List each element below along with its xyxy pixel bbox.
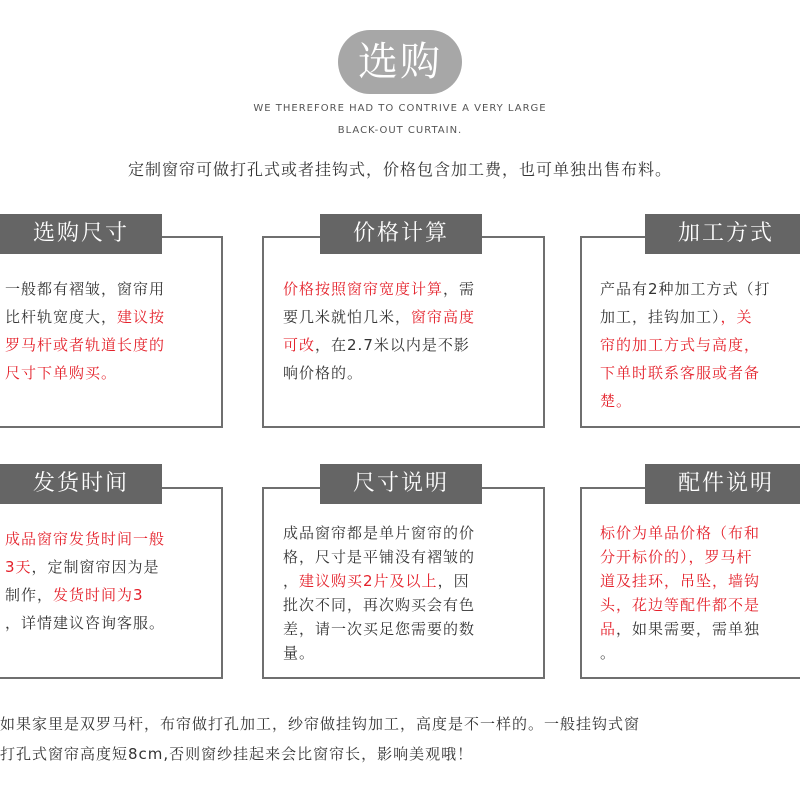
card-dimension-text: 成品窗帘都是单片窗帘的价 xyxy=(283,524,476,542)
card-shipping-body xyxy=(5,525,165,637)
card-process-body xyxy=(600,275,771,415)
card-accessory-text: 道及挂环，吊坠，墙钩 xyxy=(600,572,761,590)
card-accessory-text: 分开标价的），罗马杆 xyxy=(600,548,753,566)
card-shipping-line xyxy=(5,609,165,637)
card-price-line xyxy=(283,359,475,387)
header-badge xyxy=(338,30,462,94)
card-accessory-line xyxy=(600,641,760,665)
card-accessory-title: 配件说明 xyxy=(645,464,800,504)
card-size-text: 建议按 xyxy=(117,308,166,326)
card-size-title: 选购尺寸 xyxy=(0,214,162,254)
card-process-text: 加工，挂钩加工） xyxy=(600,308,721,326)
card-price-line xyxy=(283,303,475,331)
card-process-text: 产品有2种加工方式（打 xyxy=(600,280,771,298)
card-size-text: 一般都有褶皱，窗帘用 xyxy=(5,280,166,298)
card-accessory-text: 品 xyxy=(600,620,617,638)
card-price-text: 窗帘高度 xyxy=(411,308,476,326)
card-process-text: 帘的加工方式与高度， xyxy=(600,336,761,354)
card-dimension-text: 格，尺寸是平铺没有褶皱的 xyxy=(283,548,476,566)
english-tagline-line1: WE THEREFORE HAD TO CONTRIVE A VERY LARGE xyxy=(253,103,547,114)
card-price-text: 要几米就怕几米， xyxy=(283,308,412,326)
card-dimension-text: 量。 xyxy=(283,644,316,662)
card-accessory-text: 。 xyxy=(600,644,617,662)
card-process-line xyxy=(600,387,771,415)
card-shipping-line xyxy=(5,553,165,581)
card-size-body xyxy=(5,275,165,387)
card-accessory-body xyxy=(600,521,760,665)
card-accessory-line xyxy=(600,593,760,617)
card-shipping-text: 制作， xyxy=(5,586,54,604)
card-dimension-line xyxy=(283,569,475,593)
intro-text: 定制窗帘可做打孔式或者挂钩式，价格包含加工费，也可单独出售布料。 xyxy=(127,160,672,179)
card-shipping-line xyxy=(5,581,165,609)
card-dimension-line xyxy=(283,617,475,641)
card-price-text: ，需 xyxy=(443,280,476,298)
card-dimension-line xyxy=(283,521,475,545)
card-process-line xyxy=(600,275,771,303)
card-dimension-line xyxy=(283,545,475,569)
card-price-line xyxy=(283,331,475,359)
card-size-line xyxy=(5,303,165,331)
card-shipping-text: ，定制窗帘因为是 xyxy=(31,558,160,576)
card-price-line xyxy=(283,275,475,303)
card-dimension-text: 差，请一次买足您需要的数 xyxy=(283,620,476,638)
card-dimension-line xyxy=(283,641,475,665)
card-size-line xyxy=(5,275,165,303)
card-shipping-text: 成品窗帘发货时间一般 xyxy=(5,530,166,548)
card-size-text: 比杆轨宽度大， xyxy=(5,308,118,326)
card-accessory-line xyxy=(600,569,760,593)
card-dimension-body xyxy=(283,521,475,665)
card-price-text: 响价格的。 xyxy=(283,364,364,382)
card-size-text: 尺寸下单购买。 xyxy=(5,364,118,382)
footer-note-line2: 打孔式窗帘高度短8cm,否则窗纱挂起来会比窗帘长，影响美观哦！ xyxy=(0,745,474,763)
card-accessory-line xyxy=(600,545,760,569)
card-dimension-text: 批次不同，再次购买会有色 xyxy=(283,596,476,614)
english-tagline-line2: BLACK-OUT CURTAIN. xyxy=(337,125,463,136)
card-dimension-text: ，因 xyxy=(437,572,470,590)
card-dimension-title: 尺寸说明 xyxy=(320,464,482,504)
card-shipping-line xyxy=(5,525,165,553)
card-process-line xyxy=(600,303,771,331)
header-title: 选购 xyxy=(358,39,442,85)
card-dimension-text: 建议购买2片及以上 xyxy=(299,572,438,590)
card-size-line xyxy=(5,331,165,359)
card-shipping-text: 发货时间为3 xyxy=(53,586,144,604)
card-price-title: 价格计算 xyxy=(320,214,482,254)
card-size-text: 罗马杆或者轨道长度的 xyxy=(5,336,166,354)
card-accessory-line xyxy=(600,617,760,641)
card-dimension-line xyxy=(283,593,475,617)
card-price-text: ，在2.7米以内是不影 xyxy=(315,336,470,354)
card-accessory-line xyxy=(600,521,760,545)
card-shipping-text: ，详情建议咨询客服。 xyxy=(5,614,166,632)
card-process-text: 楚。 xyxy=(600,392,633,410)
card-process-title: 加工方式 xyxy=(645,214,800,254)
card-process-line xyxy=(600,331,771,359)
card-dimension-text: ， xyxy=(283,572,300,590)
card-price-body xyxy=(283,275,475,387)
card-accessory-text: 头，花边等配件都不是 xyxy=(600,596,761,614)
card-price-text: 可改 xyxy=(283,336,316,354)
card-accessory-text: ，如果需要，需单独 xyxy=(616,620,761,638)
card-price-text: 价格按照窗帘宽度计算 xyxy=(283,280,444,298)
card-process-text: ，关 xyxy=(720,308,753,326)
card-accessory-text: 标价为单品价格（布和 xyxy=(600,524,761,542)
footer-note-line1: 如果家里是双罗马杆，布帘做打孔加工，纱帘做挂钩加工，高度是不一样的。一般挂钩式窗 xyxy=(0,715,641,733)
card-process-text: 下单时联系客服或者备 xyxy=(600,364,761,382)
card-size-line xyxy=(5,359,165,387)
card-shipping-text: 3天 xyxy=(5,558,32,576)
card-shipping-title: 发货时间 xyxy=(0,464,162,504)
card-process-line xyxy=(600,359,771,387)
